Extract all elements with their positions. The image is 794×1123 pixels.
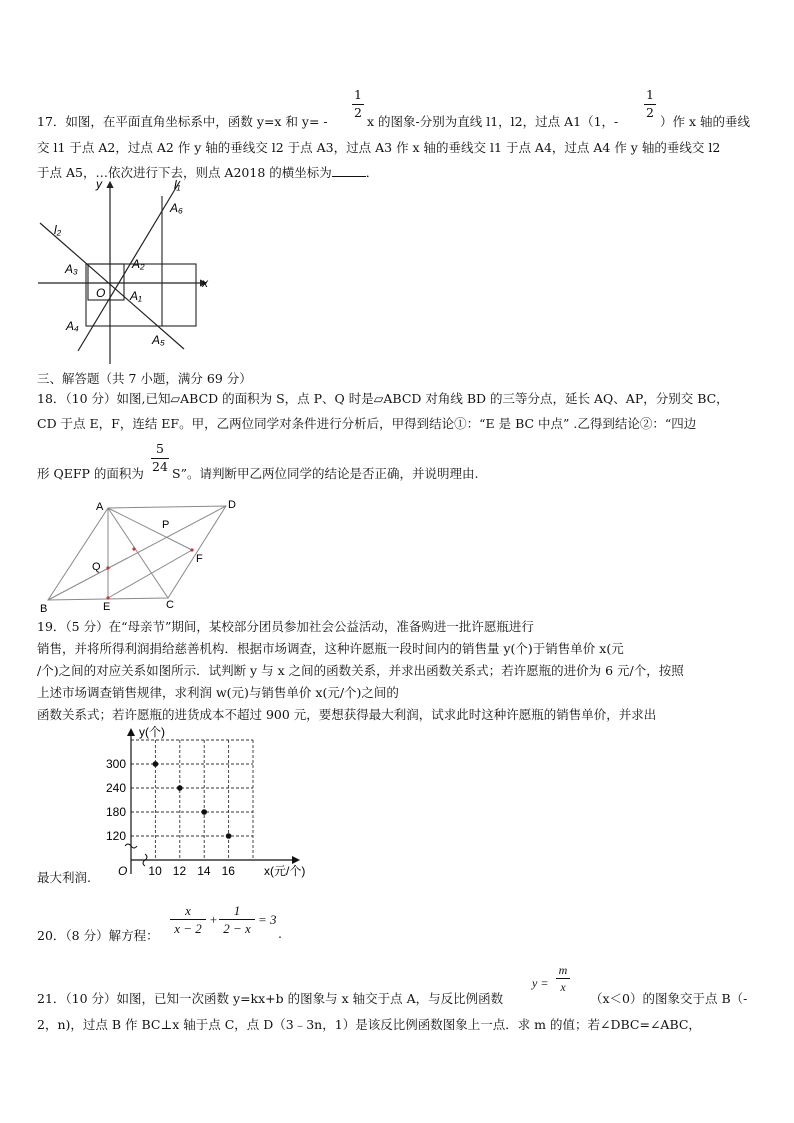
q20-f1-num: x	[185, 903, 191, 918]
point-p	[132, 547, 135, 550]
q21-fraction	[556, 964, 570, 993]
x-tick-label: 10	[148, 864, 162, 878]
q17-frac-den: 2	[354, 104, 362, 120]
q17-fraction-half-1	[352, 89, 364, 119]
q20-f2-num: 1	[233, 903, 241, 918]
q17-frac-den-2: 2	[646, 104, 654, 120]
label-a3: A₃	[65, 262, 78, 276]
label-f: F	[196, 553, 203, 565]
q21-frac-num: m	[558, 963, 568, 977]
origin-label: O	[118, 864, 128, 878]
label-a1: A₁	[130, 289, 142, 303]
q19-chart	[104, 722, 318, 882]
y-tick-label: 240	[106, 781, 127, 795]
label-d: D	[228, 499, 236, 511]
segment-ac	[108, 508, 168, 598]
label-a6: A₆	[170, 201, 183, 215]
q21-y-eq: y =	[532, 976, 549, 990]
fraction-bar	[170, 919, 206, 920]
y-axis-arrow	[127, 728, 135, 736]
section-header: 三、解答题（共 7 小题，满分 69 分）	[37, 371, 252, 386]
q20-f2-den: 2 − x	[223, 921, 251, 936]
q18-line1: 18．（10 分）如图,已知▱ABCD 的面积为 S，点 P、Q 时是▱ABCD 对角线 BD 的三等分点，延长 AQ、AP，分别交 BC，	[37, 391, 729, 406]
q18-line3-b: S”。请判断甲乙两位同学的结论是否正确，并说明理由.	[172, 466, 479, 481]
label-a2: A₂	[132, 257, 145, 271]
q17-figure	[34, 176, 216, 366]
q18-line3-a: 形 QEFP 的面积为	[37, 466, 144, 481]
q19-line3: /个)之间的对应关系如图所示．试判断 y 与 x 之间的函数关系，并求出函数关系式；若许愿瓶的进价为 6 元/个，按照	[37, 663, 684, 678]
q17-line3-end: ．	[365, 165, 379, 180]
q18-line2: CD 于点 E，F，连结 EF。甲，乙两位同学对条件进行分析后，甲得到结论①：“E 是 BC 中点” .乙得到结论②：“四边	[37, 416, 697, 431]
segment-ef	[108, 550, 192, 598]
q18-figure	[34, 494, 244, 614]
label-q: Q	[92, 561, 101, 573]
q17-line1-b: x 的图象-分别为直线 l1，l2，过点 A1（1，-	[367, 114, 619, 129]
q17-line3-text: 于点 A5，…依次进行下去，则点 A2018 的横坐标为	[37, 165, 332, 180]
q20-label: 20．（8 分）解方程：	[37, 928, 159, 943]
answer-blank	[332, 166, 366, 177]
q21-frac-den: x	[560, 980, 566, 994]
q20-f1-den: x − 2	[174, 921, 202, 936]
x-tick-label: 12	[172, 864, 187, 878]
q17-frac-num: 1	[354, 87, 362, 102]
q20-fraction-1	[170, 904, 206, 935]
point-f	[190, 548, 193, 551]
label-a5: A₅	[152, 333, 165, 347]
q20-end: .	[278, 926, 282, 941]
label-b: B	[40, 603, 48, 614]
q20-fraction-2	[219, 904, 255, 935]
q17-line2: 交 l1 于点 A2，过点 A2 作 y 轴的垂线交 l2 于点 A3，过点 A3 作 x 轴的垂线交 l1 于点 A4，过点 A4 作 y 轴的垂线交 l2	[37, 140, 721, 155]
q17-fraction-half-2	[644, 89, 656, 119]
data-point	[177, 785, 183, 791]
label-origin: O	[96, 286, 106, 300]
q19-line1: 19．（5 分）在“母亲节”期间，某校部分团员参加社会公益活动，准备购进一批许愿瓶进行	[37, 619, 534, 634]
q17-line1-a: 17．如图，在平面直角坐标系中，函数 y=x 和 y= -	[37, 114, 328, 129]
y-tick-label: 300	[106, 757, 127, 771]
label-y: y	[96, 177, 102, 191]
label-a4: A₄	[66, 319, 79, 333]
fraction-bar	[556, 978, 570, 979]
q19-line6: 最大利润.	[37, 870, 91, 885]
y-tick-label: 180	[106, 805, 127, 819]
q19-line5: 函数关系式；若许愿瓶的进货成本不超过 900 元，要想获得最大利润，试求此时这种许愿瓶的销售单价，并求出	[37, 707, 657, 722]
q21-line1-b: （x＜0）的图象交于点 B（-	[590, 991, 748, 1006]
data-point	[153, 761, 159, 767]
q18-frac-den: 24	[152, 458, 168, 474]
y-axis-label: y(个)	[139, 725, 165, 739]
q17-frac-num-2: 1	[646, 87, 654, 102]
label-e: E	[103, 601, 111, 613]
label-l1: l₁	[174, 178, 181, 192]
point-e	[106, 596, 109, 599]
q19-line4: 上述市场调查销售规律，求利润 w(元)与销售单价 x(元/个)之间的	[37, 685, 399, 700]
label-l2: l₂	[54, 223, 62, 237]
q17-line1-c: ）作 x 轴的垂线	[660, 114, 750, 129]
q18-fraction	[151, 443, 169, 473]
y-tick-label: 120	[106, 829, 127, 843]
segment-af	[108, 508, 192, 550]
q20-plus: +	[209, 912, 218, 927]
label-p: P	[162, 519, 170, 531]
point-q	[106, 566, 109, 569]
x-tick-label: 14	[197, 864, 211, 878]
x-axis-label: x(元/个)	[264, 864, 306, 878]
label-x: x	[202, 276, 208, 290]
q19-line2: 销售，并将所得利润捐给慈善机构．根据市场调查，这种许愿瓶一段时间内的销售量 y(个)于销售单价 x(元	[37, 641, 624, 656]
q18-frac-num: 5	[156, 441, 164, 456]
x-tick-label: 16	[221, 864, 235, 878]
q20-equals: = 3	[258, 912, 277, 927]
x-axis-arrow	[292, 856, 300, 864]
label-a: A	[96, 501, 104, 513]
q21-line1-a: 21．（10 分）如图，已知一次函数 y=kx+b 的图象与 x 轴交于点 A，与反比例函数	[37, 991, 504, 1006]
q21-line2: 2，n)，过点 B 作 BC⊥x 轴于点 C，点 D（3﹣3n，1）是该反比例函数图象上一点．求 m 的值；若∠DBC=∠ABC，	[37, 1017, 701, 1032]
data-point	[226, 833, 232, 839]
fraction-bar	[219, 919, 255, 920]
data-point	[201, 809, 207, 815]
label-c: C	[166, 599, 174, 611]
